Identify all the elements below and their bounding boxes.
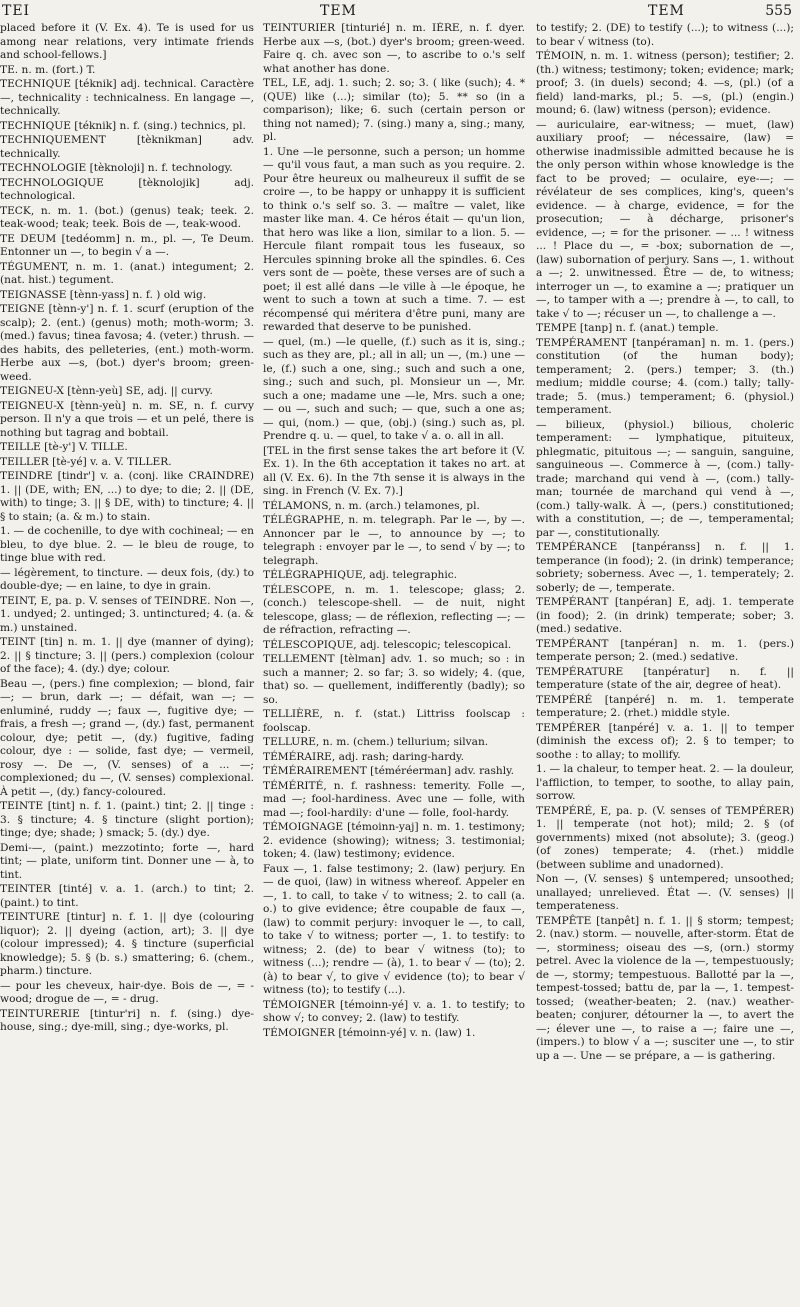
dictionary-entry: — bilieux, (physiol.) bilious, choleric temperament: — lymphatique, pituiteux, phlegmatic, pituitous —; — sanguin, sanguine, sanguineous —. Commerce à —, (com.) tally-trade; marchand qui vend à —, (com.) tally-man; tournée de marchand qui vend à —, (com.) tally-walk. À —, (pers.) constitutioned; with a constitution, —; de —, temperamental; par —, constitutionally. [536, 418, 794, 539]
dictionary-entry: TEIGNEU-X [tènn-yeù] n. m. SE, n. f. curvy person. Il n'y a que trois — et un pelé, there is nothing but tagrag and bobtail. [0, 399, 254, 439]
dictionary-entry: TECHNOLOGIQUE [tèknolojik] adj. technological. [0, 176, 254, 202]
dictionary-entry: TECHNIQUE [téknik] adj. technical. Caractère —, technicality : technicalness. En langage —, technically. [0, 78, 254, 117]
dictionary-entry: TÉLÉGRAPHIQUE, adj. telegraphic. [263, 569, 458, 581]
dictionary-entry: TEMPE [tanp] n. f. (anat.) temple. [536, 322, 719, 334]
dictionary-entry: TEINTURIER [tinturié] n. m. IÈRE, n. f. dyer. Herbe aux —s, (bot.) dyer's broom; green-weed. Faire q. ch. avec son —, to ascribe to o.'s self what another has done. [263, 22, 525, 75]
dictionary-entry: TEMPÉRER [tanpéré] v. a. 1. || to temper (diminish the excess of); 2. § to temper; to soothe : to allay; to mollify. [536, 721, 794, 761]
dictionary-entry: TELLURE, n. m. (chem.) tellurium; silvan. [263, 736, 489, 748]
dictionary-entry: TÉLESCOPE, n. m. 1. telescope; glass; 2. (conch.) telescope-shell. — de nuit, night telescope, glass; — de réflexion, reflecting —; — de réfraction, refracting —. [263, 583, 525, 636]
dictionary-entry: to testify; 2. (DE) to testify (...); to witness (...); to bear √ witness (to). [536, 22, 794, 48]
running-head-left: TEI [2, 3, 31, 19]
dictionary-entry: TÉMOIGNER [témoinn-yé] v. a. 1. to testify; to show √; to convey; 2. (law) to testify. [263, 998, 525, 1024]
dictionary-entry: TEIGNEU-X [tènn-yeù] SE, adj. || curvy. [0, 385, 213, 397]
dictionary-entry: Demi-—, (paint.) mezzotinto; forte —, hard tint; — plate, uniform tint. Donner une — à, to tint. [0, 841, 254, 881]
dictionary-entry: 1. — la chaleur, to temper heat. 2. — la douleur, l'affliction, to temper, to soothe, to allay pain, sorrow. [536, 763, 794, 802]
dictionary-entry: [TEL in the first sense takes the art before it (V. Ex. 1). In the 6th acceptation it takes no art. at all (V. Ex. 6). In the 7th sense it is always in the sing. in French (V. Ex. 7).] [263, 444, 525, 497]
page-number: 555 [765, 3, 792, 19]
dictionary-entry: 1. Une —le personne, such a person; un homme — qu'il vous faut, a man such as you require. 2. Pour être heureux ou malheureux il suffit de se croire —, to be happy or unhappy it is sufficient to think o.'s self so. 3. — maître — valet, like master like man. 4. Ce héros était — qu'un lion, that hero was like a lion, similar to a lion. 5. — Hercule filant rompait tous les fuseaux, so Hercules spinning broke all the spindles. 6. Ces vers sont de — poète, these verses are of such a poet; il est allé dans —le ville à —le époque, he went to such a town at such a time. 7. — est récompensé qui méritera d'être puni, many are rewarded that deserve to be punished. [263, 145, 525, 333]
column-middle [263, 22, 525, 1302]
dictionary-entry: Faux —, 1. false testimony; 2. (law) perjury. En — de quoi, (law) in witness whereof. Appeler en —, 1. to call, to take √ to witness; 2. to call (a. o.) to give evidence; être coupable de faux —, (law) to commit perjury: invoquer le —, to call, to take √ to witness; porter —, 1. to testify: to witness; 2. (de) to bear √ witness (to); to witness (...); rendre — (à), 1. to bear √ — (to); 2. (à) to bear √, to give √ evidence (to); to bear √ witness (to); to testify (...). [263, 862, 525, 996]
column-right [536, 22, 794, 1302]
dictionary-entry: TÉMOIGNAGE [témoinn-yaj] n. m. 1. testimony; 2. evidence (showing); witness; 3. testimonial; token; 4. (law) testimony; evidence. [263, 821, 525, 860]
dictionary-entry: TEINT [tin] n. m. 1. || dye (manner of dying); 2. || § tincture; 3. || (pers.) complexion (colour of the face); 4. (dy.) dye; colour. [0, 636, 254, 675]
dictionary-entry: TE DEUM [tedéomm] n. m., pl. —, Te Deum. Entonner un —, to begin √ a —. [0, 232, 254, 258]
dictionary-entry: TEIGNASSE [tènn-yass] n. f. ) old wig. [0, 288, 207, 301]
dictionary-entry: TEINTER [tinté] v. a. 1. (arch.) to tint; 2. (paint.) to tint. [0, 883, 254, 909]
dictionary-entry: TÉMÉRAIRE, adj. rash; daring-hardy. [263, 750, 464, 763]
dictionary-entry: — quel, (m.) —le quelle, (f.) such as it is, sing.; such as they are, pl.; all in all; un —, (m.) une —le, (f.) such a one, sing.; such and such a one, sing.; such and such, pl. Monsieur un —, Mr. such a one; madame une —le, Mrs. such a one; — ou —, such and such; — que, such a one as; — qui, (nom.) — que, (obj.) (sing.) such as, pl. Prendre q. u. — quel, to take √ a. o. all in all. [263, 335, 525, 442]
running-head-center: TEM [320, 3, 357, 19]
dictionary-entry: TEINDRE [tindr'] v. a. (conj. like CRAINDRE) 1. || (DE, with; EN, ...) to dye; to die; 2. || (DE, with) to tinge; 3. || § DE, with) to tincture; 4. || § to stain; (a. & m.) to stain. [0, 470, 254, 523]
dictionary-entry: TEMPÉRÉ, E, pa. p. (V. senses of TEMPÉRER) 1. || temperate (not hot); mild; 2. § (of governments) mixed (not absolute); 3. (geog.) (of zones) temperate; 4. (rhet.) middle (between sublime and unadorned). [536, 804, 794, 871]
dictionary-entry: TEMPÊTE [tanpêt] n. f. 1. || § storm; tempest; 2. (nav.) storm. — nouvelle, after-storm. État de —, storminess; oiseau des —s, (orn.) stormy petrel. Avec la violence de la —, tempestuously; de —, stormy; tempestuous. Ballotté par la —, tempest-tossed; battu de, par la —, 1. tempest-tossed; (weather-beaten; 2. (nav.) weather-beaten; conjurer, détourner la —, to avert the —; élever une —, to raise a —; faire une —, (impers.) to blow √ a —; susciter une —, to stir up a —. Une — se prépare, a — is gathering. [536, 914, 794, 1062]
dictionary-entry: TELLEMENT [tèlman] adv. 1. so much; so : in such a manner; 2. so far; 3. so widely; 4. (que, that) so. — quellement, indifferently (badly); so so. [263, 653, 525, 706]
dictionary-entry: TEINTURE [tintur] n. f. 1. || dye (colouring liquor); 2. || dyeing (action, art); 3. || dye (colour impressed); 4. § tincture (superficial knowledge); 5. § (b. s.) smattering; 6. (chem., pharm.) tincture. [0, 911, 254, 977]
dictionary-entry: TELLIÈRE, n. f. (stat.) Littriss foolscap : foolscap. [263, 708, 525, 734]
dictionary-entry: Beau —, (pers.) fine complexion; — blond, fair —; — brun, dark —; — défait, wan —; — enluminé, ruddy —; faux —, fugitive dye; — frais, a fresh —; grand —, (dy.) fast, permanent colour, dye; petit —, (dy.) fugitive, fading colour, dye : — solide, fast dye; — vermeil, rosy —. De —, (V. senses) of a ... —; complexioned; du —, (V. senses) complexional. À petit —, (dy.) fancy-coloured. [0, 677, 254, 798]
dictionary-entry: TEIGNE [tènn-y'] n. f. 1. scurf (eruption of the scalp); 2. (ent.) (genus) moth; moth-worm; 3. (med.) favus; tinea favosa; 4. (veter.) thrush. — des habits, des pelleteries, (ent.) moth-worm. Herbe aux —s, (bot.) dyer's broom; green-weed. [0, 303, 254, 383]
dictionary-entry: TEINTURERIE [tintur'ri] n. f. (sing.) dye-house, sing.; dye-mill, sing.; dye-works, pl. [0, 1007, 254, 1033]
dictionary-entry: TEMPÉRAMENT [tanpéraman] n. m. 1. (pers.) constitution (of the human body); temperament; 2. (pers.) temper; 3. (th.) medium; middle course; 4. (com.) tally; tally-trade; 5. (mus.) temperament; 6. (physiol.) temperament. [536, 336, 794, 416]
dictionary-entry: TEILLE [tè-y'] V. TILLE. [0, 441, 128, 453]
dictionary-entry: — légèrement, to tincture. — deux fois, (dy.) to double-dye; — en laine, to dye in grain. [0, 566, 254, 592]
dictionary-entry: TECHNOLOGIE [tèknoloji] n. f. technology. [0, 162, 233, 174]
dictionary-entry: placed before it (V. Ex. 4). Te is used for us among near relations, very intimate friends and school-fellows.] [0, 22, 254, 61]
dictionary-entry: TE. n. m. (fort.) T. [0, 63, 96, 76]
dictionary-entry: TEMPÉRÉ [tanpéré] n. m. 1. temperate temperature; 2. (rhet.) middle style. [536, 693, 794, 719]
dictionary-entry: TÉMÉRAIREMENT [téméréerman] adv. rashly. [263, 765, 515, 777]
dictionary-entry: — auriculaire, ear-witness; — muet, (law) auxiliary proof; — nécessaire, (law) = otherwise inadmissible admitted because he is the only person within whose knowledge is the fact to be proved; — oculaire, eye-—; — révélateur de ses complices, king's, queen's evidence. — à charge, evidence, = for the prosecution; — à décharge, prisoner's evidence, —; = for the prisoner. — ... ! witness ... ! Place du —, = -box; subornation de —, (law) subornation of perjury. Sans —, 1. without a —; 2. unwitnessed. Être — de, to witness; interroger un —, to examine a —; pratiquer un —, to tamper with a —; prendre à —, to call, to take √ to —; récuser un —, to challenge a —. [536, 118, 794, 320]
dictionary-entry: TEL, LE, adj. 1. such; 2. so; 3. ( like (such); 4. * (QUE) like (...); similar (to); 5. ** so (in a comparison); like; 6. such (certain person or thing not named); 7. (sing.) many a, sing.; many, pl. [263, 77, 525, 143]
dictionary-entry: TEILLER [tè-yé] v. a. V. TILLER. [0, 455, 172, 468]
dictionary-entry: TÉMÉRITÉ, n. f. rashness: temerity. Folle —, mad —; fool-hardiness. Avec une — folle, with mad —; fool-hardily: d'une — folle, fool-hardy. [263, 779, 525, 819]
dictionary-entry: — pour les cheveux, hair-dye. Bois de —, = -wood; drogue de —, = - drug. [0, 979, 254, 1005]
dictionary-entry: Non —, (V. senses) § untempered; unsoothed; unallayed; unrelieved. État —. (V. senses) || temperateness. [536, 873, 794, 912]
dictionary-entry: TEINTE [tint] n. f. 1. (paint.) tint; 2. || tinge : 3. § tincture; 4. § tincture (slight portion); tinge; dye; shade; ) smack; 5. (dy.) dye. [0, 800, 254, 839]
dictionary-entry: TÉLAMONS, n. m. (arch.) telamones, pl. [263, 499, 480, 512]
dictionary-entry: TEMPÉRANCE [tanpéranss] n. f. || 1. temperance (in food); 2. (in drink) temperance; sobriety; soberness. Avec —, 1. temperately; 2. soberly; de —, temperate. [536, 541, 794, 594]
dictionary-entry: TÉLÉGRAPHE, n. m. telegraph. Par le —, by —. Annoncer par le —, to announce by —; to telegraph : envoyer par le —, to send √ by —; to telegraph. [263, 514, 525, 567]
dictionary-entry: TECK, n. m. 1. (bot.) (genus) teak; teek. 2. teak-wood; teak; teek. Bois de —, teak-wood. [0, 204, 254, 230]
dictionary-entry: TÉLESCOPIQUE, adj. telescopic; telescopical. [263, 638, 512, 651]
dictionary-entry: TEINT, E, pa. p. V. senses of TEINDRE. Non —, 1. undyed; 2. untinged; 3. untinctured; 4. (a. & m.) unstained. [0, 594, 254, 634]
dictionary-entry: TEMPÉRANT [tanpéran] E, adj. 1. temperate (in food); 2. (in drink) temperate; sober; 3. (med.) sedative. [536, 596, 794, 635]
running-head-right: TEM [648, 3, 685, 19]
dictionary-entry: TÉMOIN, n. m. 1. witness (person); testifier; 2. (th.) witness; testimony; token; evidence; mark; proof; 3. (in duels) second; 4. —s, (pl.) (of a field) land-marks, pl.; 5. —s, (pl.) (engin.) mound; 6. (law) witness (person); evidence. [536, 50, 794, 116]
dictionary-entry: 1. — de cochenille, to dye with cochineal; — en bleu, to dye blue. 2. — le bleu de rouge, to tinge blue with red. [0, 525, 254, 564]
dictionary-entry: TECHNIQUE [téknik] n. f. (sing.) technics, pl. [0, 119, 246, 132]
dictionary-entry: TEMPÉRATURE [tanpératur] n. f. || temperature (state of the air, degree of heat). [536, 665, 794, 691]
dictionary-entry: TÉMOIGNER [témoinn-yé] v. n. (law) 1. [263, 1026, 476, 1039]
dictionary-entry: TÉGUMENT, n. m. 1. (anat.) integument; 2. (nat. hist.) tegument. [0, 260, 254, 286]
column-left [0, 22, 254, 1302]
dictionary-entry: TEMPÉRANT [tanpéran] n. m. 1. (pers.) temperate person; 2. (med.) sedative. [536, 637, 794, 663]
dictionary-entry: TECHNIQUEMENT [tèknikman] adv. technically. [0, 134, 254, 160]
